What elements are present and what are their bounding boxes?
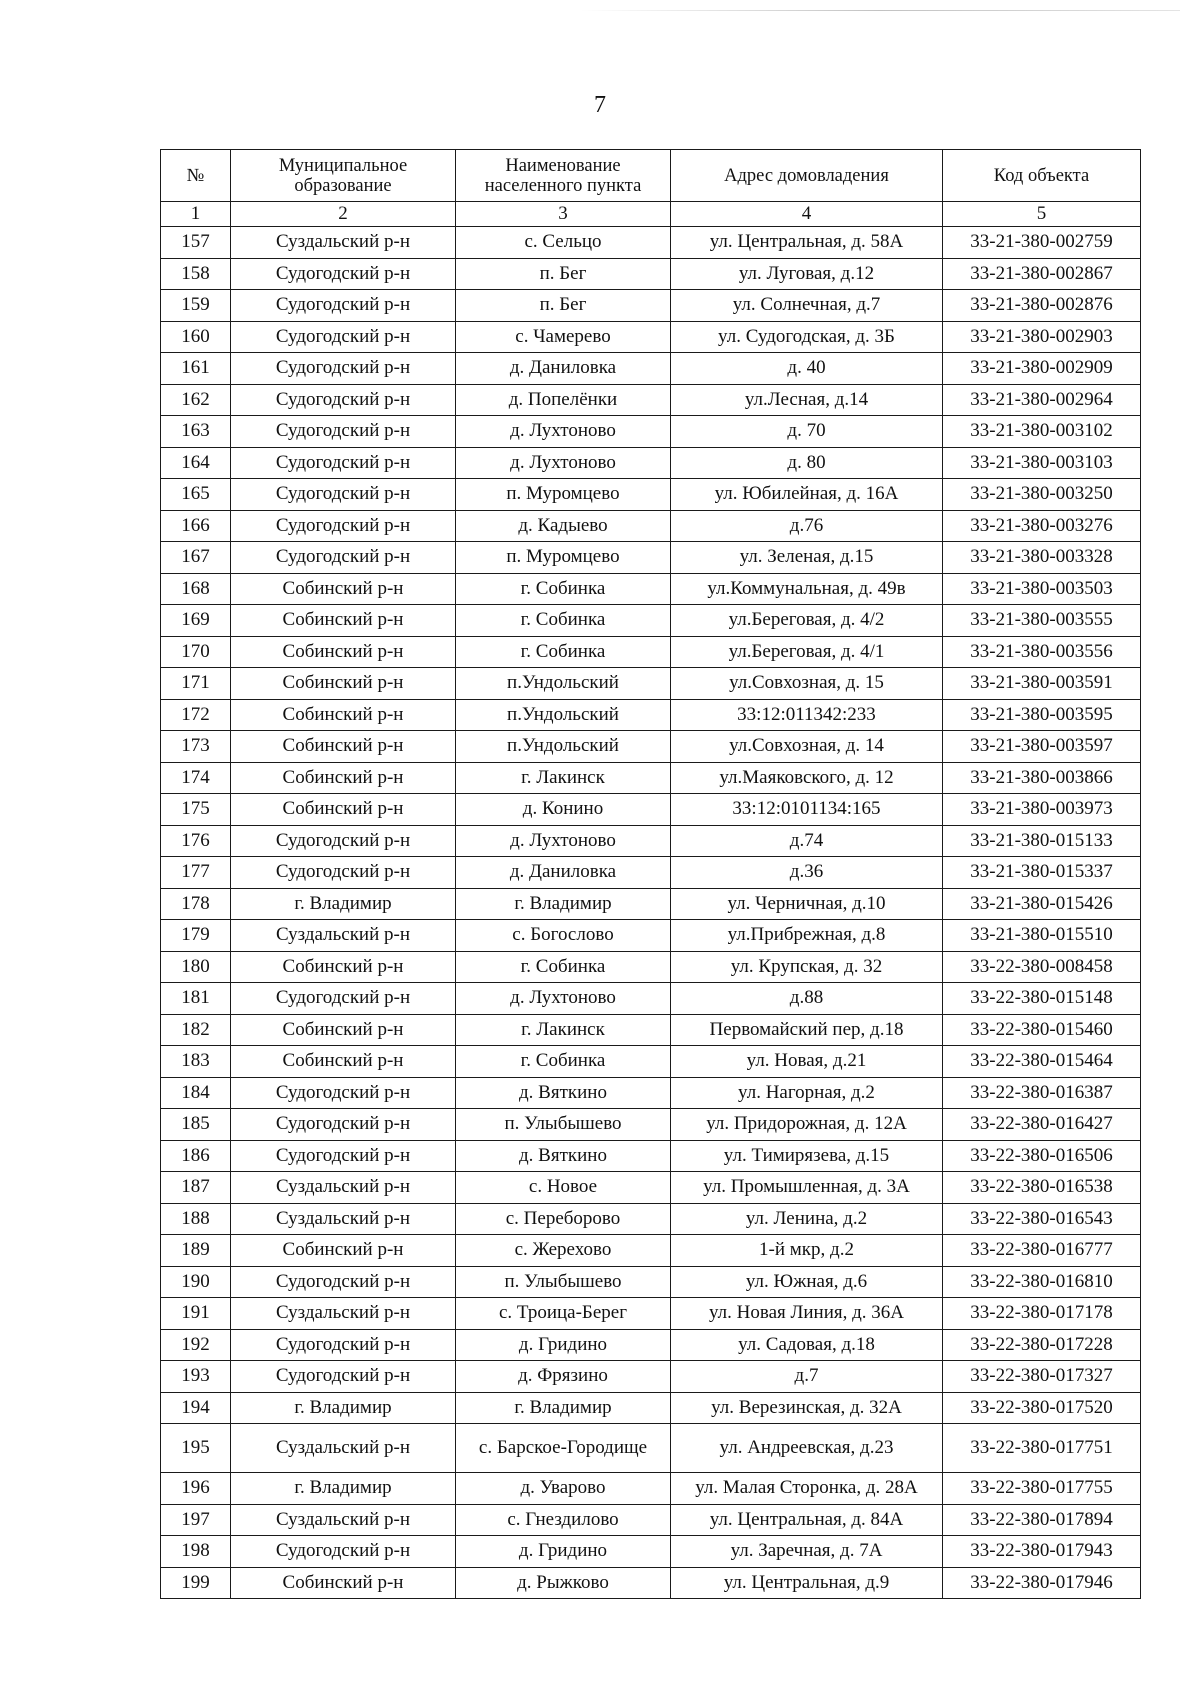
municipality-cell: Суздальский р-н xyxy=(231,227,456,259)
row-number: 174 xyxy=(161,762,231,794)
settlement-cell: с. Чамерево xyxy=(456,321,671,353)
address-cell: ул.Совхозная, д. 14 xyxy=(671,731,943,763)
settlement-cell: с. Жерехово xyxy=(456,1235,671,1267)
object-code-cell: 33-21-380-003597 xyxy=(943,731,1141,763)
table-row xyxy=(161,321,1141,353)
municipality-cell: Собинский р-н xyxy=(231,731,456,763)
row-number: 186 xyxy=(161,1140,231,1172)
municipality-cell: Суздальский р-н xyxy=(231,920,456,952)
municipality-cell: Судогодский р-н xyxy=(231,258,456,290)
table-row xyxy=(161,951,1141,983)
object-code-cell: 33-22-380-015460 xyxy=(943,1014,1141,1046)
table-row xyxy=(161,1298,1141,1330)
settlement-cell: п. Муромцево xyxy=(456,542,671,574)
row-number: 173 xyxy=(161,731,231,763)
municipality-cell: Судогодский р-н xyxy=(231,542,456,574)
address-cell: ул.Прибрежная, д.8 xyxy=(671,920,943,952)
table-row xyxy=(161,416,1141,448)
municipality-cell: Судогодский р-н xyxy=(231,290,456,322)
object-code-cell: 33-21-380-003250 xyxy=(943,479,1141,511)
table-row xyxy=(161,1172,1141,1204)
object-code-cell: 33-22-380-015464 xyxy=(943,1046,1141,1078)
address-cell: ул. Судогодская, д. 3Б xyxy=(671,321,943,353)
municipality-cell: Собинский р-н xyxy=(231,668,456,700)
row-number: 194 xyxy=(161,1392,231,1424)
municipality-cell: Судогодский р-н xyxy=(231,857,456,889)
municipality-cell: Судогодский р-н xyxy=(231,510,456,542)
settlement-cell: д. Лухтоново xyxy=(456,416,671,448)
settlement-cell: п. Муромцево xyxy=(456,479,671,511)
object-code-cell: 33-21-380-003328 xyxy=(943,542,1141,574)
settlement-cell: п. Бег xyxy=(456,258,671,290)
municipality-cell: Судогодский р-н xyxy=(231,416,456,448)
address-cell: ул. Верезинская, д. 32А xyxy=(671,1392,943,1424)
table-row xyxy=(161,1392,1141,1424)
municipality-cell: Судогодский р-н xyxy=(231,479,456,511)
municipality-cell: Судогодский р-н xyxy=(231,983,456,1015)
row-number: 181 xyxy=(161,983,231,1015)
table-row xyxy=(161,1329,1141,1361)
header-address: Адрес домовладения xyxy=(671,150,943,202)
object-code-cell: 33-22-380-017178 xyxy=(943,1298,1141,1330)
settlement-cell: г. Собинка xyxy=(456,636,671,668)
address-cell: ул. Солнечная, д.7 xyxy=(671,290,943,322)
settlement-cell: с. Богослово xyxy=(456,920,671,952)
header-row xyxy=(161,150,1141,202)
address-cell: ул. Центральная, д.9 xyxy=(671,1567,943,1599)
row-number: 169 xyxy=(161,605,231,637)
table-row xyxy=(161,573,1141,605)
page-number: 7 xyxy=(594,92,606,118)
address-cell: ул.Коммунальная, д. 49в xyxy=(671,573,943,605)
table-row xyxy=(161,888,1141,920)
row-number: 167 xyxy=(161,542,231,574)
object-code-cell: 33-22-380-017755 xyxy=(943,1473,1141,1505)
municipality-cell: Судогодский р-н xyxy=(231,384,456,416)
municipality-cell: Суздальский р-н xyxy=(231,1298,456,1330)
row-number: 163 xyxy=(161,416,231,448)
settlement-cell: п.Ундольский xyxy=(456,731,671,763)
settlement-cell: г. Владимир xyxy=(456,1392,671,1424)
row-number: 180 xyxy=(161,951,231,983)
municipality-cell: Собинский р-н xyxy=(231,1014,456,1046)
address-cell: ул. Центральная, д. 84А xyxy=(671,1504,943,1536)
table-row xyxy=(161,762,1141,794)
object-code-cell: 33-22-380-017751 xyxy=(943,1424,1141,1473)
address-cell: ул. Андреевская, д.23 xyxy=(671,1424,943,1473)
settlement-cell: п.Ундольский xyxy=(456,668,671,700)
settlement-cell: г. Собинка xyxy=(456,951,671,983)
address-cell: ул.Береговая, д. 4/1 xyxy=(671,636,943,668)
address-cell: ул. Новая Линия, д. 36А xyxy=(671,1298,943,1330)
object-code-cell: 33-21-380-015510 xyxy=(943,920,1141,952)
settlement-cell: д. Даниловка xyxy=(456,353,671,385)
settlement-cell: д. Лухтоново xyxy=(456,447,671,479)
table-row xyxy=(161,857,1141,889)
settlement-cell: д. Фрязино xyxy=(456,1361,671,1393)
header-object-code: Код объекта xyxy=(943,150,1141,202)
object-code-cell: 33-22-380-017943 xyxy=(943,1536,1141,1568)
row-number: 159 xyxy=(161,290,231,322)
settlement-cell: д. Вяткино xyxy=(456,1077,671,1109)
column-number-2: 2 xyxy=(231,202,456,227)
municipality-cell: Судогодский р-н xyxy=(231,1077,456,1109)
table-row xyxy=(161,1536,1141,1568)
settlement-cell: с. Гнездилово xyxy=(456,1504,671,1536)
address-cell: д.74 xyxy=(671,825,943,857)
row-number: 197 xyxy=(161,1504,231,1536)
table-row xyxy=(161,1424,1141,1473)
table-row xyxy=(161,1014,1141,1046)
settlement-cell: д. Вяткино xyxy=(456,1140,671,1172)
municipality-cell: Судогодский р-н xyxy=(231,1266,456,1298)
header-municipality-label: Муниципальное образование xyxy=(278,155,408,196)
address-cell: ул. Промышленная, д. 3А xyxy=(671,1172,943,1204)
municipality-cell: Собинский р-н xyxy=(231,605,456,637)
settlement-cell: д. Попелёнки xyxy=(456,384,671,416)
settlement-cell: с. Сельцо xyxy=(456,227,671,259)
address-cell: ул.Совхозная, д. 15 xyxy=(671,668,943,700)
object-code-cell: 33-22-380-008458 xyxy=(943,951,1141,983)
households-table xyxy=(160,149,1141,1599)
municipality-cell: Собинский р-н xyxy=(231,951,456,983)
address-cell: ул. Нагорная, д.2 xyxy=(671,1077,943,1109)
settlement-cell: г. Владимир xyxy=(456,888,671,920)
row-number: 189 xyxy=(161,1235,231,1267)
address-cell: д. 40 xyxy=(671,353,943,385)
settlement-cell: д. Уварово xyxy=(456,1473,671,1505)
settlement-cell: п.Ундольский xyxy=(456,699,671,731)
object-code-cell: 33-21-380-002759 xyxy=(943,227,1141,259)
municipality-cell: Судогодский р-н xyxy=(231,353,456,385)
document-table-container xyxy=(160,149,1140,1599)
settlement-cell: п. Бег xyxy=(456,290,671,322)
table-body xyxy=(161,227,1141,1599)
municipality-cell: Собинский р-н xyxy=(231,762,456,794)
row-number: 164 xyxy=(161,447,231,479)
row-number: 168 xyxy=(161,573,231,605)
settlement-cell: с. Барское-Городище xyxy=(456,1424,671,1473)
object-code-cell: 33-22-380-015148 xyxy=(943,983,1141,1015)
row-number: 183 xyxy=(161,1046,231,1078)
municipality-cell: Судогодский р-н xyxy=(231,321,456,353)
settlement-cell: д. Лухтоново xyxy=(456,825,671,857)
municipality-cell: г. Владимир xyxy=(231,1473,456,1505)
table-row xyxy=(161,290,1141,322)
object-code-cell: 33-22-380-016543 xyxy=(943,1203,1141,1235)
table-row xyxy=(161,1235,1141,1267)
table-row xyxy=(161,1046,1141,1078)
object-code-cell: 33-21-380-003102 xyxy=(943,416,1141,448)
object-code-cell: 33-21-380-003555 xyxy=(943,605,1141,637)
address-cell: ул. Луговая, д.12 xyxy=(671,258,943,290)
address-cell: д.36 xyxy=(671,857,943,889)
row-number: 195 xyxy=(161,1424,231,1473)
settlement-cell: д. Рыжково xyxy=(456,1567,671,1599)
table-row xyxy=(161,384,1141,416)
table-header xyxy=(161,150,1141,227)
address-cell: д. 80 xyxy=(671,447,943,479)
address-cell: д. 70 xyxy=(671,416,943,448)
address-cell: ул.Береговая, д. 4/2 xyxy=(671,605,943,637)
address-cell: 33:12:0101134:165 xyxy=(671,794,943,826)
settlement-cell: г. Собинка xyxy=(456,605,671,637)
municipality-cell: Собинский р-н xyxy=(231,794,456,826)
municipality-cell: Суздальский р-н xyxy=(231,1172,456,1204)
table-row xyxy=(161,636,1141,668)
municipality-cell: Собинский р-н xyxy=(231,573,456,605)
municipality-cell: Собинский р-н xyxy=(231,699,456,731)
address-cell: д.88 xyxy=(671,983,943,1015)
table-row xyxy=(161,1266,1141,1298)
object-code-cell: 33-21-380-015426 xyxy=(943,888,1141,920)
table-row xyxy=(161,794,1141,826)
municipality-cell: Суздальский р-н xyxy=(231,1203,456,1235)
address-cell: ул. Юбилейная, д. 16А xyxy=(671,479,943,511)
address-cell: ул. Садовая, д.18 xyxy=(671,1329,943,1361)
table-row xyxy=(161,825,1141,857)
municipality-cell: Собинский р-н xyxy=(231,636,456,668)
municipality-cell: Судогодский р-н xyxy=(231,825,456,857)
table-row xyxy=(161,1077,1141,1109)
row-number: 177 xyxy=(161,857,231,889)
table-row xyxy=(161,983,1141,1015)
row-number: 193 xyxy=(161,1361,231,1393)
settlement-cell: г. Лакинск xyxy=(456,1014,671,1046)
column-number-4: 4 xyxy=(671,202,943,227)
row-number: 165 xyxy=(161,479,231,511)
address-cell: ул. Южная, д.6 xyxy=(671,1266,943,1298)
settlement-cell: г. Собинка xyxy=(456,573,671,605)
table-row xyxy=(161,1567,1141,1599)
address-cell: Первомайский пер, д.18 xyxy=(671,1014,943,1046)
row-number: 162 xyxy=(161,384,231,416)
column-number-row xyxy=(161,202,1141,227)
object-code-cell: 33-22-380-016538 xyxy=(943,1172,1141,1204)
object-code-cell: 33-21-380-003503 xyxy=(943,573,1141,605)
row-number: 199 xyxy=(161,1567,231,1599)
settlement-cell: п. Улыбышево xyxy=(456,1266,671,1298)
address-cell: ул. Зеленая, д.15 xyxy=(671,542,943,574)
object-code-cell: 33-21-380-002867 xyxy=(943,258,1141,290)
column-number-5: 5 xyxy=(943,202,1141,227)
object-code-cell: 33-21-380-003556 xyxy=(943,636,1141,668)
object-code-cell: 33-21-380-015133 xyxy=(943,825,1141,857)
row-number: 198 xyxy=(161,1536,231,1568)
table-row xyxy=(161,510,1141,542)
settlement-cell: д. Гридино xyxy=(456,1536,671,1568)
row-number: 185 xyxy=(161,1109,231,1141)
municipality-cell: Судогодский р-н xyxy=(231,1109,456,1141)
settlement-cell: с. Троица-Берег xyxy=(456,1298,671,1330)
object-code-cell: 33-21-380-015337 xyxy=(943,857,1141,889)
row-number: 190 xyxy=(161,1266,231,1298)
address-cell: ул.Лесная, д.14 xyxy=(671,384,943,416)
row-number: 191 xyxy=(161,1298,231,1330)
row-number: 166 xyxy=(161,510,231,542)
header-settlement xyxy=(456,150,671,202)
address-cell: 1-й мкр, д.2 xyxy=(671,1235,943,1267)
row-number: 182 xyxy=(161,1014,231,1046)
object-code-cell: 33-22-380-017327 xyxy=(943,1361,1141,1393)
object-code-cell: 33-22-380-017520 xyxy=(943,1392,1141,1424)
object-code-cell: 33-22-380-016427 xyxy=(943,1109,1141,1141)
object-code-cell: 33-22-380-016777 xyxy=(943,1235,1141,1267)
settlement-cell: д. Гридино xyxy=(456,1329,671,1361)
table-row xyxy=(161,227,1141,259)
municipality-cell: Судогодский р-н xyxy=(231,1140,456,1172)
table-row xyxy=(161,1504,1141,1536)
object-code-cell: 33-21-380-003276 xyxy=(943,510,1141,542)
address-cell: 33:12:011342:233 xyxy=(671,699,943,731)
settlement-cell: г. Собинка xyxy=(456,1046,671,1078)
municipality-cell: Собинский р-н xyxy=(231,1567,456,1599)
object-code-cell: 33-22-380-017946 xyxy=(943,1567,1141,1599)
row-number: 170 xyxy=(161,636,231,668)
object-code-cell: 33-22-380-017894 xyxy=(943,1504,1141,1536)
object-code-cell: 33-21-380-003866 xyxy=(943,762,1141,794)
row-number: 192 xyxy=(161,1329,231,1361)
header-number: № xyxy=(161,150,231,202)
municipality-cell: Суздальский р-н xyxy=(231,1504,456,1536)
address-cell: д.7 xyxy=(671,1361,943,1393)
address-cell: ул. Тимирязева, д.15 xyxy=(671,1140,943,1172)
row-number: 178 xyxy=(161,888,231,920)
header-municipality xyxy=(231,150,456,202)
settlement-cell: п. Улыбышево xyxy=(456,1109,671,1141)
address-cell: д.76 xyxy=(671,510,943,542)
address-cell: ул. Новая, д.21 xyxy=(671,1046,943,1078)
object-code-cell: 33-21-380-002909 xyxy=(943,353,1141,385)
table-row xyxy=(161,447,1141,479)
row-number: 160 xyxy=(161,321,231,353)
settlement-cell: с. Переборово xyxy=(456,1203,671,1235)
row-number: 172 xyxy=(161,699,231,731)
object-code-cell: 33-21-380-003591 xyxy=(943,668,1141,700)
column-number-3: 3 xyxy=(456,202,671,227)
table-row xyxy=(161,668,1141,700)
object-code-cell: 33-21-380-003103 xyxy=(943,447,1141,479)
address-cell: ул. Ленина, д.2 xyxy=(671,1203,943,1235)
settlement-cell: д. Конино xyxy=(456,794,671,826)
row-number: 179 xyxy=(161,920,231,952)
municipality-cell: Судогодский р-н xyxy=(231,1329,456,1361)
table-row xyxy=(161,699,1141,731)
object-code-cell: 33-21-380-003595 xyxy=(943,699,1141,731)
municipality-cell: Судогодский р-н xyxy=(231,1536,456,1568)
address-cell: ул.Маяковского, д. 12 xyxy=(671,762,943,794)
object-code-cell: 33-21-380-002964 xyxy=(943,384,1141,416)
municipality-cell: Судогодский р-н xyxy=(231,1361,456,1393)
municipality-cell: Собинский р-н xyxy=(231,1046,456,1078)
table-row xyxy=(161,353,1141,385)
municipality-cell: г. Владимир xyxy=(231,888,456,920)
table-row xyxy=(161,1140,1141,1172)
municipality-cell: Суздальский р-н xyxy=(231,1424,456,1473)
column-number-1: 1 xyxy=(161,202,231,227)
table-row xyxy=(161,605,1141,637)
table-row xyxy=(161,479,1141,511)
settlement-cell: г. Лакинск xyxy=(456,762,671,794)
settlement-cell: д. Даниловка xyxy=(456,857,671,889)
table-row xyxy=(161,258,1141,290)
table-row xyxy=(161,542,1141,574)
row-number: 175 xyxy=(161,794,231,826)
scan-artifact-line xyxy=(580,10,1180,11)
settlement-cell: д. Кадыево xyxy=(456,510,671,542)
row-number: 158 xyxy=(161,258,231,290)
table-row xyxy=(161,1473,1141,1505)
object-code-cell: 33-22-380-016810 xyxy=(943,1266,1141,1298)
row-number: 157 xyxy=(161,227,231,259)
object-code-cell: 33-22-380-016506 xyxy=(943,1140,1141,1172)
settlement-cell: д. Лухтоново xyxy=(456,983,671,1015)
address-cell: ул. Черничная, д.10 xyxy=(671,888,943,920)
address-cell: ул. Заречная, д. 7А xyxy=(671,1536,943,1568)
row-number: 188 xyxy=(161,1203,231,1235)
municipality-cell: г. Владимир xyxy=(231,1392,456,1424)
object-code-cell: 33-21-380-002903 xyxy=(943,321,1141,353)
municipality-cell: Собинский р-н xyxy=(231,1235,456,1267)
row-number: 196 xyxy=(161,1473,231,1505)
object-code-cell: 33-22-380-016387 xyxy=(943,1077,1141,1109)
address-cell: ул. Крупская, д. 32 xyxy=(671,951,943,983)
row-number: 161 xyxy=(161,353,231,385)
table-row xyxy=(161,731,1141,763)
row-number: 171 xyxy=(161,668,231,700)
row-number: 184 xyxy=(161,1077,231,1109)
object-code-cell: 33-21-380-002876 xyxy=(943,290,1141,322)
object-code-cell: 33-21-380-003973 xyxy=(943,794,1141,826)
settlement-cell: с. Новое xyxy=(456,1172,671,1204)
municipality-cell: Судогодский р-н xyxy=(231,447,456,479)
header-settlement-label: Наименование населенного пункта xyxy=(484,155,642,196)
address-cell: ул. Придорожная, д. 12А xyxy=(671,1109,943,1141)
address-cell: ул. Малая Сторонка, д. 28А xyxy=(671,1473,943,1505)
table-row xyxy=(161,1109,1141,1141)
table-row xyxy=(161,920,1141,952)
address-cell: ул. Центральная, д. 58А xyxy=(671,227,943,259)
row-number: 176 xyxy=(161,825,231,857)
table-row xyxy=(161,1203,1141,1235)
row-number: 187 xyxy=(161,1172,231,1204)
object-code-cell: 33-22-380-017228 xyxy=(943,1329,1141,1361)
table-row xyxy=(161,1361,1141,1393)
